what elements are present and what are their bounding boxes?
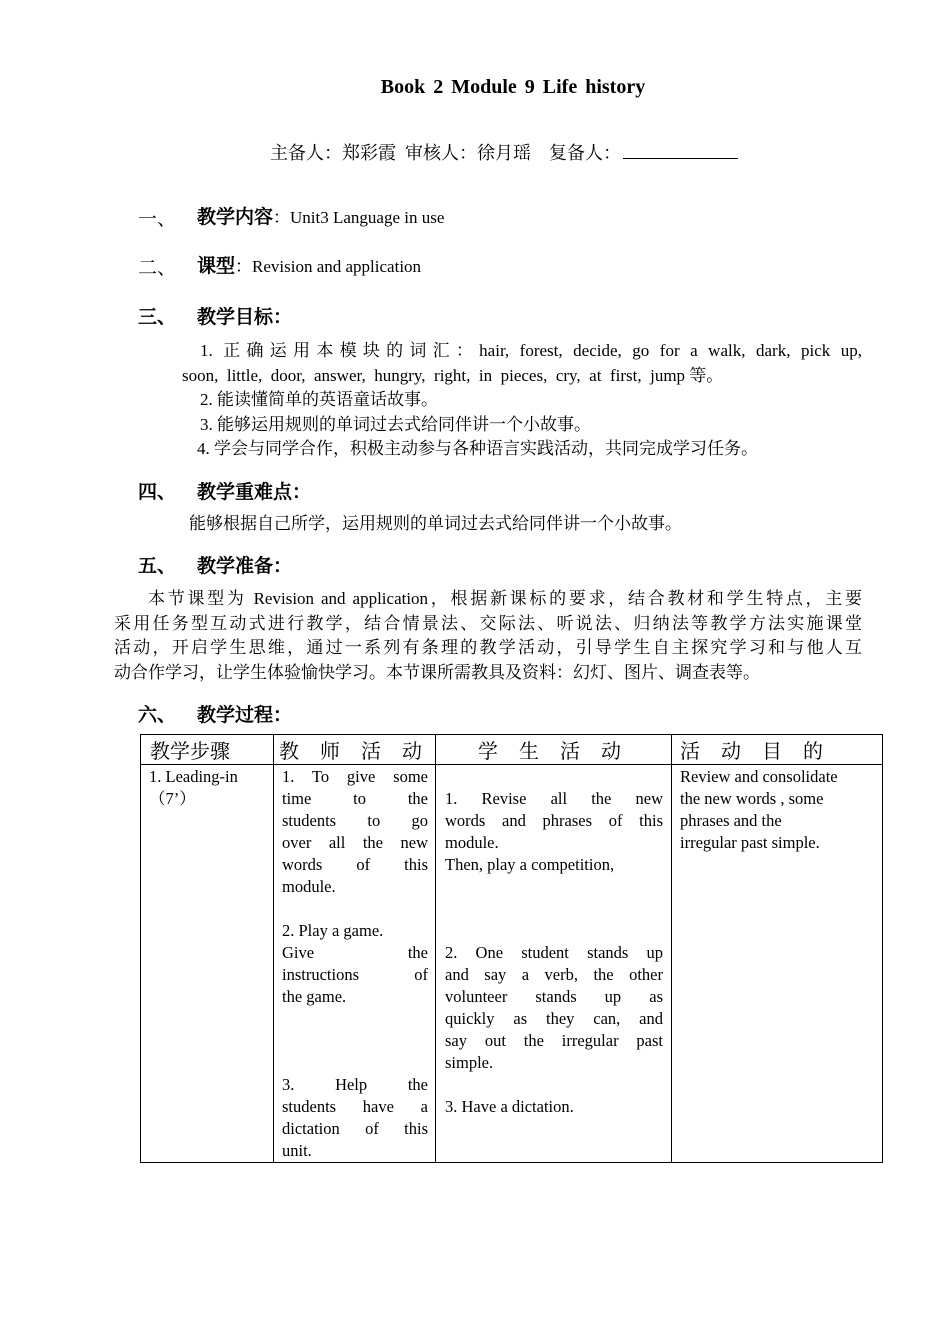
section-5-number: 五、 xyxy=(138,556,177,577)
section-2-title: 课型 xyxy=(197,256,236,277)
section-2-number: 二、 xyxy=(138,258,177,279)
section-4-title: 教学重难点： xyxy=(197,482,312,503)
section-6-title: 教学过程： xyxy=(197,705,293,726)
section-3-title: 教学目标： xyxy=(197,307,293,328)
step-cell xyxy=(141,765,274,1163)
header-teacher-activity: 教 师 活 动 xyxy=(274,735,436,765)
student-line: quickly as they can, and xyxy=(445,1009,663,1028)
table-header-row xyxy=(141,735,883,765)
purpose-line: phrases and the xyxy=(680,811,782,830)
purpose-line: the new words , some xyxy=(680,789,824,808)
student-line: say out the irregular past xyxy=(445,1031,663,1050)
student-line: volunteer stands up as xyxy=(445,987,663,1006)
document-title: Book 2 Module 9 Life history xyxy=(380,76,646,98)
student-line: 1. Revise all the new xyxy=(445,789,663,808)
reviewer-blank xyxy=(623,142,738,159)
step-time: （7’） xyxy=(149,789,196,808)
objective-2: 2. 能读懂简单的英语童话故事。 xyxy=(200,390,438,409)
teacher-line: 1. To give some xyxy=(282,767,428,786)
spacer xyxy=(282,1008,428,1074)
spacer xyxy=(445,1074,663,1096)
section-1-number: 一、 xyxy=(138,209,177,230)
spacer xyxy=(445,766,663,788)
teacher-line: unit. xyxy=(282,1141,312,1160)
objective-3: 3. 能够运用规则的单词过去式给同伴讲一个小故事。 xyxy=(200,415,591,434)
preparation-line-2: 采用任务型互动式进行教学，结合情景法、交际法、听说法、归纳法等教学方法实施课堂 xyxy=(114,614,862,633)
student-line: Then, play a competition, xyxy=(445,855,615,874)
step-name: 1. Leading-in xyxy=(149,767,238,786)
section-1-title: 教学内容 xyxy=(197,207,274,228)
preparation-line-4: 动合作学习，让学生体验愉快学习。本节课所需教具及资料：幻灯、图片、调查表等。 xyxy=(114,663,760,682)
section-1-colon: ： xyxy=(273,208,291,227)
section-2-colon: ： xyxy=(235,257,253,276)
student-line: 3. Have a dictation. xyxy=(445,1097,574,1116)
objective-1-line-1: 1. 正确运用本模块的词汇：hair, forest, decide, go for a walk, dark, pick up, xyxy=(200,341,862,360)
preparers-text: 主备人：郑彩霞 审核人：徐月瑶 复备人： xyxy=(270,143,621,163)
teacher-line: over all the new xyxy=(282,833,428,852)
purpose-cell xyxy=(672,765,883,1163)
purpose-line: irregular past simple. xyxy=(680,833,820,852)
teaching-process-table xyxy=(140,734,883,1163)
section-2 xyxy=(197,251,421,278)
teacher-line: module. xyxy=(282,877,336,896)
objective-4: 4. 学会与同学合作，积极主动参与各种语言实践活动，共同完成学习任务。 xyxy=(197,439,758,458)
header-student-activity: 学 生 活 动 xyxy=(436,735,672,765)
section-4-number: 四、 xyxy=(138,482,177,503)
teacher-line: 2. Play a game. xyxy=(282,921,384,940)
teacher-line: time to the xyxy=(282,789,428,808)
preparation-line-1: 本节课型为 Revision and application，根据新课标的要求，结合教材和学生特点，主要 xyxy=(148,589,862,608)
preparation-line-3: 活动，开启学生思维，通过一系列有条理的教学活动，引导学生自主探究学习和与他人互 xyxy=(114,638,862,657)
teacher-line: 3. Help the xyxy=(282,1075,428,1094)
preparers-line xyxy=(270,139,738,165)
student-line: 2. One student stands up xyxy=(445,943,663,962)
teacher-line: dictation of this xyxy=(282,1119,428,1138)
section-3-number: 三、 xyxy=(138,307,177,328)
header-step: 教学步骤 xyxy=(141,735,274,765)
section-1-text: Unit3 Language in use xyxy=(290,208,445,227)
objective-1-line-2: soon, little, door, answer, hungry, right, in pieces, cry, at first, jump 等。 xyxy=(182,366,724,385)
student-activity-cell xyxy=(436,765,672,1163)
section-6-number: 六、 xyxy=(138,705,177,726)
spacer xyxy=(282,898,428,920)
teacher-activity-cell xyxy=(274,765,436,1163)
teacher-line: words of this xyxy=(282,855,428,874)
key-points-text: 能够根据自己所学，运用规则的单词过去式给同伴讲一个小故事。 xyxy=(189,514,682,533)
section-5-title: 教学准备： xyxy=(197,556,293,577)
teacher-line: the game. xyxy=(282,987,347,1006)
student-line: module. xyxy=(445,833,499,852)
section-1 xyxy=(197,202,444,229)
student-line: simple. xyxy=(445,1053,494,1072)
table-row xyxy=(141,765,883,1163)
teacher-line: students to go xyxy=(282,811,428,830)
teacher-line: instructions of xyxy=(282,965,428,984)
teacher-line: students have a xyxy=(282,1097,428,1116)
purpose-line: Review and consolidate xyxy=(680,767,838,786)
teacher-line: Give the xyxy=(282,943,428,962)
student-line: words and phrases of this xyxy=(445,811,663,830)
header-purpose: 活 动 目 的 xyxy=(672,735,883,765)
section-2-text: Revision and application xyxy=(252,257,422,276)
spacer xyxy=(445,876,663,942)
student-line: and say a verb, the other xyxy=(445,965,663,984)
